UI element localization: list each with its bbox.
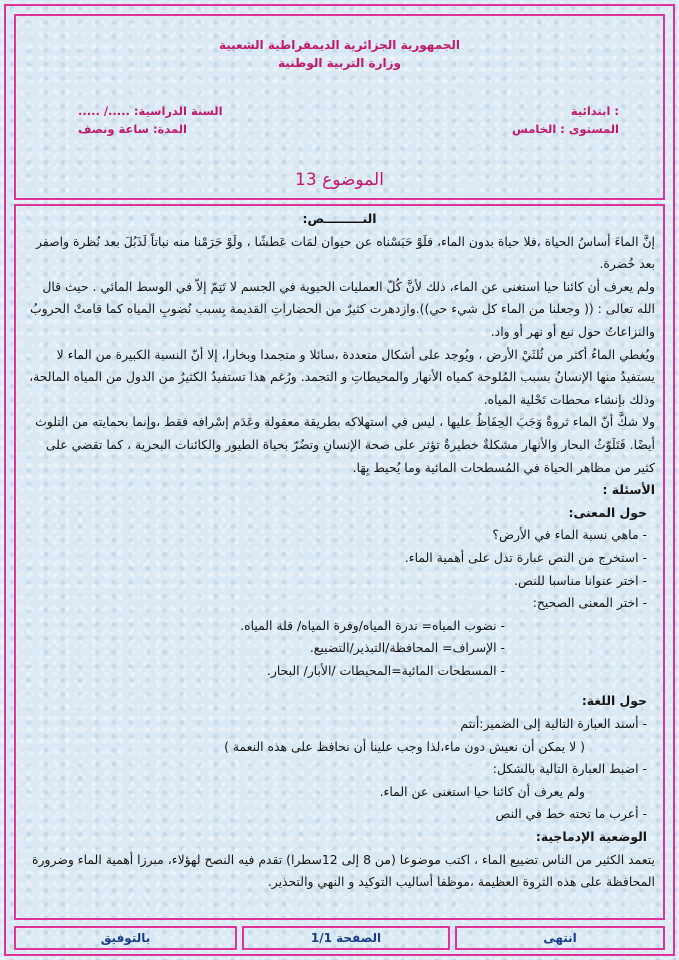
school-year-label: السنة الدراسية: ...../ .....: [78, 104, 223, 118]
language-title: حول اللغة:: [581, 693, 647, 709]
topic-title: الموضوع 13: [295, 170, 384, 190]
duration-label: المدة: ساعة ونصف: [78, 122, 187, 136]
footer-end: انتهى: [455, 926, 665, 950]
language-question-2: - اضبط العبارة التالية بالشكل:: [492, 761, 647, 777]
integration-title: الوضعية الإدماجية:: [535, 829, 647, 845]
language-question-1: - أسند العبارة التالية إلى الضمير:أنتم: [460, 716, 647, 732]
meaning-question-2: - استخرج من النص عبارة تدل على أهمية الماء.: [404, 549, 647, 565]
meaning-title: حول المعنى:: [568, 504, 647, 520]
paragraph-3: ويُغطي الماءُ أكثر من ثُلثَيْ الأرض ، ويُوجد على أشكال متعددة ،سائلا و متجمدا وبخارا، إلا أنّ النسبة الكبيرة من الماء لا يستفيدُ منها الإنسانُ بسبب المُلوحة كمياه الأنهار والمحيطاتِ و التجمد. ورُغم هذا تستفيدُ الكثيرُ من الدول من المياه المالحة، وذلك بإنشاء محطات تَحْلية المياه.: [29, 346, 655, 407]
meaning-question-4: - اختر المعنى الصحيح:: [532, 595, 647, 611]
paragraph-4: ولا شكَّ أنّ الماء ثروةٌ وَجَبَ الحِفَاظُ عليها ، ليس في استهلاكه بطريقة معقولة وعَدَم إسْرافه فقط ،وإنما بحمايته من التلوث أيضًا. فَتَلَوّثُ البحار والأنهار مشكلةٌ خطيرةٌ تؤثر على صحة الإنسانِ وتضُرّ بحياة الطيور والكائنات البحرية ، كما تقضي على كثير من مظاهر الحياة في المُسطحات المائية وما يُحيط بِهَا.: [35, 414, 655, 475]
text-title: النـــــــــص:: [302, 211, 377, 226]
meaning-question-3: - اختر عنوانا مناسبا للنص.: [514, 572, 647, 588]
school-label: ابتدائية :: [570, 104, 619, 118]
grade-label: المستوى : الخامس: [512, 122, 619, 136]
questions-title: الأسئلة :: [602, 482, 655, 498]
paragraph-2: ولم يعرف أن كائنا حيا استغنى عن الماء، ذلك لأنَّ كُلّ العمليات الحيوية في الجسم لا تَتِمّ إلاّ في الوسط المائي . حيث قال الله تعالى : (( وجعلنا من الماء كل شيء حي)).وازدهرت كثيرٌ من الحضاراتِ القديمة بِسبب نُضوبِ المياه كما قامتْ الحروبُ والنزاعاتُ حول نبع أو نهر أو واد.: [29, 278, 655, 339]
footer-page: الصفحة 1/1: [242, 926, 450, 950]
republic-title: الجمهورية الجزائرية الديمقراطية الشعبية: [218, 38, 461, 52]
choice-2: - الإسراف= المحافظة/التبذير/التضييع.: [309, 640, 505, 656]
ministry-title: وزارة التربية الوطنية: [277, 56, 401, 70]
header-box: [14, 14, 665, 200]
language-sentence-2: ولم يعرف أن كائنا حيا استغنى عن الماء.: [379, 783, 585, 799]
choice-1: - نضوب المياه= ندرة المياه/وفرة المياه/ قلة المياه.: [240, 617, 505, 633]
document-body: [24, 208, 655, 894]
language-question-3: - أعرب ما تحته خط في النص: [495, 806, 647, 822]
footer-good-luck: بالتوفيق: [14, 926, 237, 950]
choice-3: - المسطحات المائية=المحيطات /الأبار/ البحار.: [266, 662, 505, 678]
language-sentence-1: ( لا يمكن أن نعيش دون ماء،لذا وجب علينا أن نحافظ على هذه النعمة ): [224, 738, 585, 754]
integration-text: يتعمد الكثير من الناس تضييع الماء ، اكتب موضوعا (من 8 إلى 12سطرا) تقدم فيه النصح لهؤلاء، مبرزا أهمية الماء وضرورة المحافظة على هذه الثروة العظيمة ،موظفا أساليب التوكيد و النهي والتحذير.: [32, 851, 655, 890]
paragraph-1: إنَّ الماءَ أساسُ الحياة ،فلا حياة بدون الماء، فلَوْ حَبَسْناه عن حيوان لمَات عَطشًا ، ولَوْ حَرَمْنا منه نباتاً لَذَبُلَ بعد نُظرة واصفر بعد خُضرة.: [36, 233, 655, 272]
meaning-question-1: - ماهي نسبة الماء في الأرض؟: [492, 527, 647, 543]
